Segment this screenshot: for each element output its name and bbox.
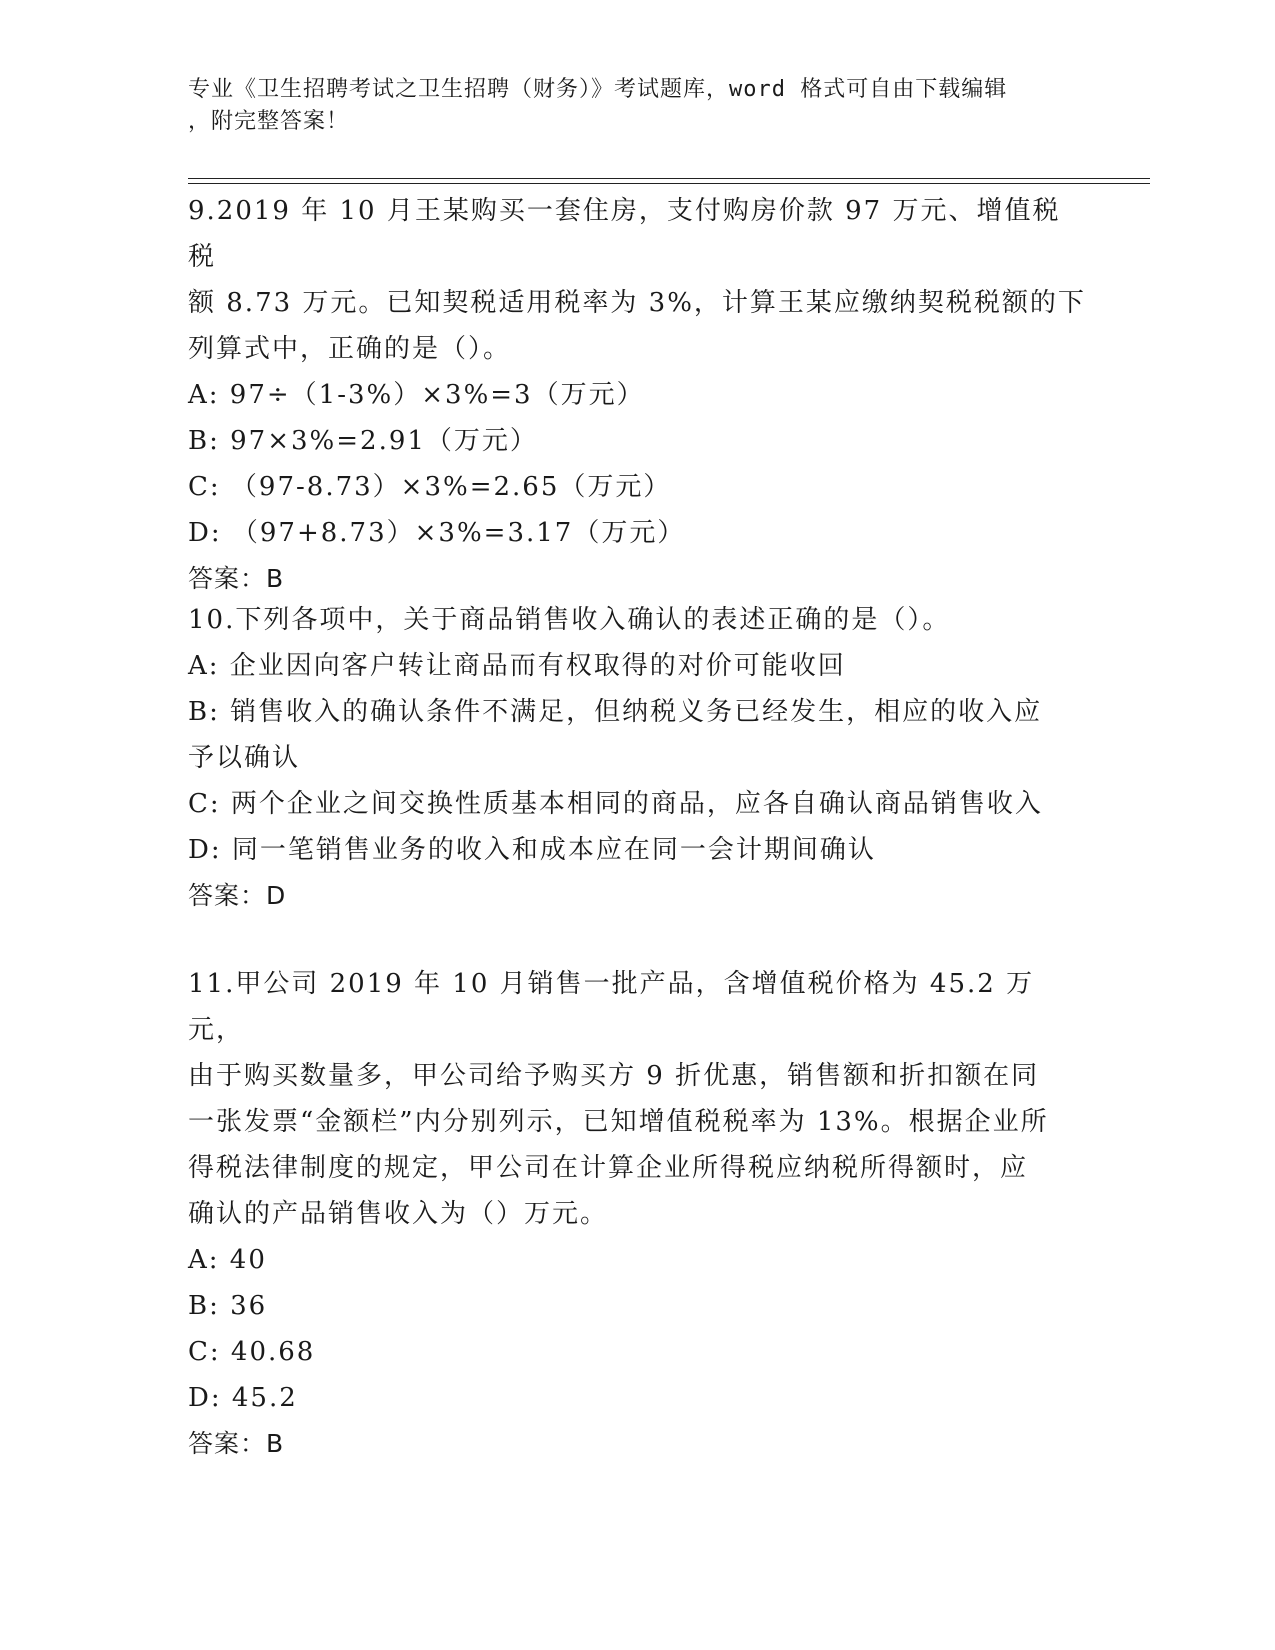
question-text-line: 得税法律制度的规定，甲公司在计算企业所得税应纳税所得额时，应 — [188, 1153, 1029, 1183]
answer: 答案：D — [188, 881, 287, 910]
option-b-continued: 予以确认 — [188, 743, 301, 773]
option-c: C: 两个企业之间交换性质基本相同的商品，应各自确认商品销售收入 — [188, 789, 1043, 819]
option-a: A: 企业因向客户转让商品而有权取得的对价可能收回 — [188, 651, 846, 681]
option-c: C: （97-8.73）×3%=2.65（万元） — [188, 472, 672, 502]
header-divider-top — [188, 178, 1150, 179]
option-b: B: 销售收入的确认条件不满足，但纳税义务已经发生，相应的收入应 — [188, 697, 1043, 727]
question-text-line: 10.下列各项中，关于商品销售收入确认的表述正确的是（）。 — [188, 605, 951, 635]
option-c: C: 40.68 — [188, 1337, 316, 1367]
question-text-line: 确认的产品销售收入为（）万元。 — [188, 1199, 609, 1229]
option-d: D: （97+8.73）×3%=3.17（万元） — [188, 518, 686, 548]
question-text-line: 额 8.73 万元。已知契税适用税率为 3%，计算王某应缴纳契税税额的下 — [188, 288, 1086, 318]
option-d: D: 同一笔销售业务的收入和成本应在同一会计期间确认 — [188, 835, 876, 865]
question-9 — [188, 188, 1088, 602]
header-divider-bottom — [188, 183, 1150, 184]
option-b: B: 97×3%=2.91（万元） — [188, 426, 538, 456]
header-line-1: 专业《卫生招聘考试之卫生招聘（财务）》考试题库，word 格式可自由下载编辑 — [188, 77, 1008, 102]
question-11 — [188, 961, 1088, 1467]
question-10 — [188, 597, 1088, 919]
answer: 答案：B — [188, 564, 285, 593]
option-a: A: 97÷（1-3%）×3%=3（万元） — [188, 380, 645, 410]
option-a: A: 40 — [188, 1245, 267, 1275]
option-d: D: 45.2 — [188, 1383, 298, 1413]
question-text-line: 由于购买数量多，甲公司给予购买方 9 折优惠，销售额和折扣额在同 — [188, 1061, 1040, 1091]
option-b: B: 36 — [188, 1291, 268, 1321]
document-header — [188, 74, 1088, 138]
header-line-2: ，附完整答案！ — [188, 109, 350, 134]
question-text-line: 一张发票“金额栏”内分别列示，已知增值税税率为 13%。根据企业所 — [188, 1107, 1049, 1137]
answer: 答案：B — [188, 1429, 285, 1458]
question-text-line: 11.甲公司 2019 年 10 月销售一批产品，含增值税价格为 45.2 万元， — [188, 969, 1035, 1045]
question-text-line: 9.2019 年 10 月王某购买一套住房，支付购房价款 97 万元、增值税税 — [188, 196, 1061, 272]
question-text-line: 列算式中，正确的是（）。 — [188, 334, 512, 364]
